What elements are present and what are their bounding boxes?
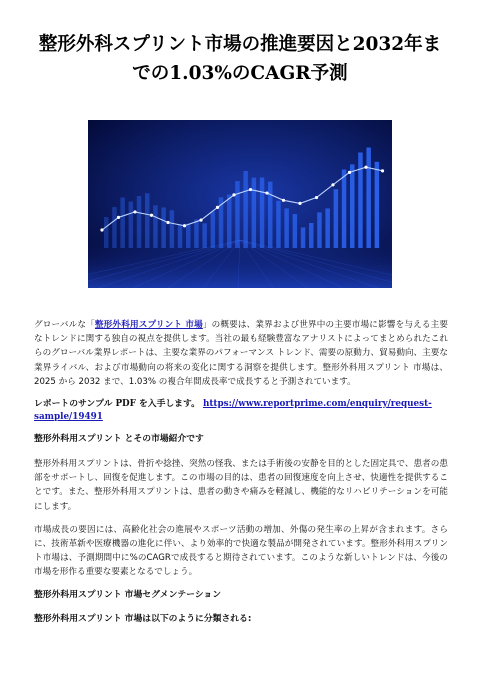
hero-point <box>348 171 351 174</box>
hero-bar <box>350 164 355 248</box>
hero-bar <box>178 224 183 248</box>
hero-point <box>133 210 136 213</box>
hero-bar <box>104 217 109 248</box>
hero-bar <box>112 207 117 248</box>
hero-point <box>150 214 153 217</box>
growth-paragraph: 市場成長の要因には、高齢化社会の進展やスポーツ活動の増加、外傷の発生率の上昇が含まれます。さらに、技術革新や医療機器の進化に伴い、より効率的で快適な製品が開発されています。整形外科用スプリント市場は、予測期間中に%のCAGRで成長すると期待されています。このような新しいトレンドは、今後の市場を形作る重要な要素となるでしょう。 <box>34 524 448 578</box>
intro-paragraph <box>34 318 448 389</box>
hero-bar <box>186 224 191 248</box>
sample-url-link[interactable]: https://www.reportprime.com/enquiry/request-sample/19491 <box>34 399 432 422</box>
hero-bar <box>153 205 158 248</box>
hero-point <box>117 216 120 219</box>
hero-bar <box>366 148 371 248</box>
hero-point <box>232 193 235 196</box>
hero-bar <box>293 214 298 248</box>
hero-bar <box>260 177 265 248</box>
hero-bar <box>317 212 322 248</box>
hero-bar <box>145 193 150 248</box>
intro-prefix: グローバルな「 <box>34 320 95 330</box>
hero-bar <box>235 181 240 248</box>
hero-point <box>265 191 268 194</box>
hero-bar <box>161 207 166 248</box>
sample-label: レポートのサンプル PDF を入手します。 <box>34 399 200 410</box>
intro-heading: 整形外科用スプリント とその市場紹介です <box>34 434 204 445</box>
hero-bar <box>252 178 257 248</box>
hero-bar <box>358 152 363 248</box>
hero-bar <box>137 196 142 248</box>
article-body <box>34 318 448 637</box>
page-title: 整形外科スプリント市場の推進要因と2032年までの1.03%のCAGR予測 <box>38 34 442 84</box>
market-link[interactable]: 整形外科用スプリント 市場 <box>94 320 203 330</box>
hero-bar <box>375 162 380 248</box>
hero-point <box>183 224 186 227</box>
hero-bar <box>268 182 273 248</box>
hero-point <box>381 169 384 172</box>
hero-point <box>315 196 318 199</box>
hero-point <box>166 221 169 224</box>
hero-point <box>100 228 103 231</box>
hero-point <box>364 166 367 169</box>
hero-point <box>298 202 301 205</box>
sample-request <box>34 398 448 423</box>
description-paragraph: 整形外科用スプリントは、骨折や捻挫、突然の怪我、または手術後の安静を目的とした固定具で、患者の患部をサポートし、回復を促進します。この市場の目的は、患者の回復速度を向上させ、快適性を提供することです。また、整形外科用スプリントは、患者の動きや痛みを軽減し、機能的なリハビリテーションを可能にします。 <box>34 459 448 512</box>
hero-point <box>331 183 334 186</box>
classification-heading: 整形外科用スプリント 市場は以下のように分類される: <box>34 613 252 624</box>
hero-bar <box>120 197 125 248</box>
hero-bar <box>211 212 216 248</box>
hero-bar <box>202 223 207 248</box>
financial-chart-image <box>88 120 392 288</box>
intro-text: 」の概要は、業界および世界中の主要市場に影響を与える主要なトレンドに関する独自の視点を提供します。当社の最も経験豊富なアナリストによってまとめられたこれらのグローバル業界レポートは、主要な業界のパフォーマンス トレンド、需要の原動力、貿易動向、主要な業界ライバル、および市場動向の将来の変化に関する洞察を提供します。整形外科用スプリント 市場は、2025 から 2032 まで、1.03% の複合年間成長率で成長すると予測されています。 <box>34 320 448 387</box>
hero-bar <box>276 201 281 248</box>
hero-bar <box>170 210 175 248</box>
hero-bar <box>227 194 232 248</box>
hero-bar <box>342 170 347 248</box>
hero-bar <box>284 208 289 248</box>
hero-point <box>249 188 252 191</box>
hero-bar <box>301 227 306 248</box>
segmentation-heading: 整形外科用スプリント 市場セグメンテーション <box>34 589 222 600</box>
hero-bar <box>243 171 248 248</box>
hero-bar <box>194 219 199 248</box>
hero-bar <box>325 208 330 248</box>
hero-bar <box>129 201 134 248</box>
hero-point <box>282 199 285 202</box>
hero-bar <box>334 189 339 248</box>
hero-graphic <box>88 120 392 288</box>
hero-point <box>199 218 202 221</box>
hero-point <box>216 206 219 209</box>
hero-bar <box>309 223 314 248</box>
